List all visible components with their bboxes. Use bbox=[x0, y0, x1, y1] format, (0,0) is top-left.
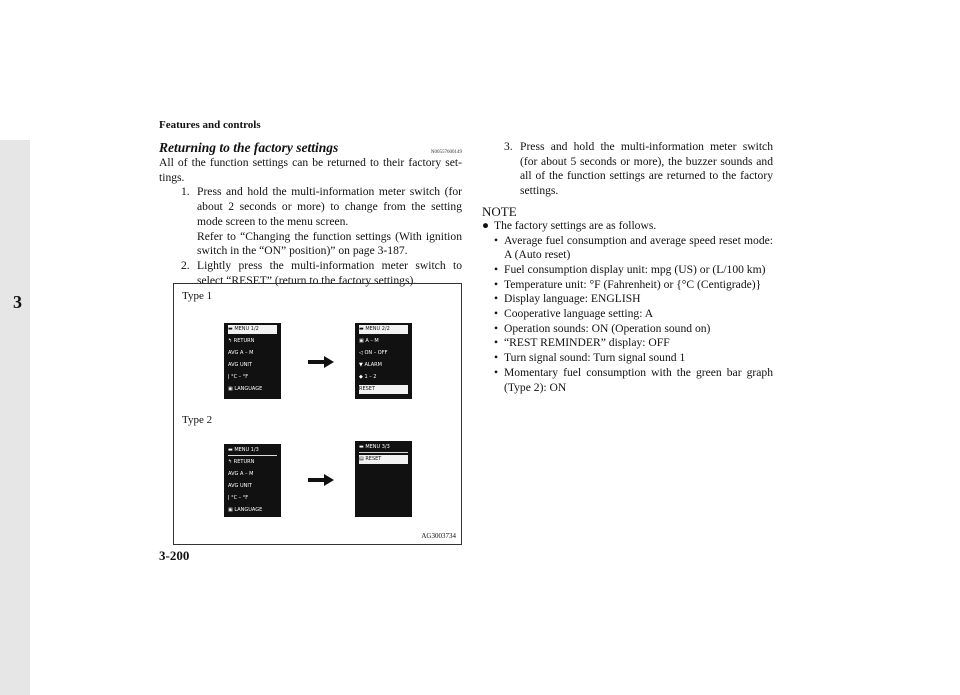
menu-icon: ▬ bbox=[359, 326, 366, 332]
bullet-icon: ● bbox=[482, 218, 490, 232]
menu-row: AVG UNIT bbox=[228, 362, 252, 368]
note-item: • Display language: ENGLISH bbox=[494, 292, 641, 306]
step-number: 3. bbox=[504, 140, 513, 153]
speed-icon: ▣ bbox=[359, 338, 366, 344]
note-item: • Average fuel consumption and average speed reset mode: A (Auto reset) bbox=[494, 233, 773, 262]
chapter-tab bbox=[0, 140, 30, 695]
note-item: • Momentary fuel consumption with the green bar graph (Type 2): ON bbox=[494, 365, 773, 394]
menu-row: ◁ ON – OFF bbox=[359, 350, 388, 356]
right-arrow-icon bbox=[308, 474, 334, 486]
menu-row: AVG UNIT bbox=[228, 483, 252, 489]
page-header: Features and controls bbox=[159, 119, 261, 131]
screen-title-bar: ▬ MENU 3/3 bbox=[359, 443, 408, 453]
sound-icon: ◁ bbox=[359, 350, 365, 356]
return-arrow-icon: ↰ bbox=[228, 338, 233, 344]
section-code: N00557600149 bbox=[430, 150, 462, 155]
cup-icon: ▼ bbox=[359, 362, 365, 368]
screen-title-bar: ▬ MENU 1/3 bbox=[228, 446, 277, 456]
note-item: • Operation sounds: ON (Operation sound on) bbox=[494, 321, 711, 335]
type1-menu-screen-1 bbox=[224, 323, 281, 399]
type2-menu-screen-1 bbox=[224, 444, 281, 517]
note-item: • Cooperative language setting: A bbox=[494, 307, 654, 321]
menu-row: ▣ LANGUAGE bbox=[228, 507, 263, 513]
right-column bbox=[482, 140, 773, 395]
note-item: • Temperature unit: °F (Fahrenheit) or {°C (Centigrade)} bbox=[494, 277, 762, 291]
step-number: 1. bbox=[181, 185, 190, 199]
right-arrow-icon bbox=[308, 356, 334, 368]
thermometer-icon: ǀ bbox=[228, 374, 232, 380]
menu-row: ǀ °C – °F bbox=[228, 495, 249, 501]
thermometer-icon: ǀ bbox=[228, 495, 232, 501]
step-reference: Refer to “Changing the function settings (With ignition switch in the “ON” position)” on page 3-187. bbox=[197, 229, 462, 258]
chapter-number: 3 bbox=[13, 292, 22, 312]
menu-row: ǀ °C – °F bbox=[228, 374, 249, 380]
note-item: • “REST REMINDER” display: OFF bbox=[494, 336, 670, 350]
menu-row: ↰ RETURN bbox=[228, 459, 255, 465]
type1-label: Type 1 bbox=[182, 290, 213, 302]
menu-icon: ▬ bbox=[228, 326, 235, 332]
type2-menu-screen-2 bbox=[355, 441, 412, 517]
step-number: 2. bbox=[181, 258, 190, 272]
menu-row: ▼ ALARM bbox=[359, 362, 382, 368]
menu-row-selected: ▤ RESET bbox=[359, 455, 408, 464]
menu-row: ◆ 1 – 2 bbox=[359, 374, 377, 380]
intro-paragraph: All of the function settings can be returned to their factory set- tings. bbox=[159, 156, 462, 184]
menu-row: ▣ A – M bbox=[359, 338, 379, 344]
page-number: 3-200 bbox=[159, 548, 190, 563]
menu-row: AVG A – M bbox=[228, 350, 254, 356]
return-arrow-icon: ↰ bbox=[228, 459, 233, 465]
left-column bbox=[159, 140, 462, 288]
step-1 bbox=[159, 185, 462, 259]
figure-code: AG3003734 bbox=[421, 532, 456, 540]
step-text: Lightly press the multi-information meter switch to select “RESET” (return to the factory settings). bbox=[197, 258, 462, 287]
step-text: Press and hold the multi-information meter switch (for about 2 seconds or more) to change from the setting mode screen to the menu screen. bbox=[197, 185, 462, 228]
menu-row: ▣ LANGUAGE bbox=[228, 386, 263, 392]
step-text: Press and hold the multi-information meter switch (for about 5 seconds or more), the buzzer sounds and all of the function settings are returned to the factory settings. bbox=[520, 140, 773, 198]
screen-title-bar: ▬ MENU 1/2 bbox=[228, 325, 277, 334]
note-item: • Fuel consumption display unit: mpg (US) or (L/100 km) bbox=[494, 262, 766, 276]
section-title bbox=[159, 140, 462, 156]
menu-figure bbox=[173, 283, 462, 545]
section-title-text: Returning to the factory settings bbox=[159, 140, 339, 155]
note-item: • Turn signal sound: Turn signal sound 1 bbox=[494, 351, 686, 365]
note-label: NOTE bbox=[482, 203, 517, 219]
reset-icon: ▤ bbox=[359, 456, 366, 462]
type1-menu-screen-2 bbox=[355, 323, 412, 399]
screen-title-bar: ▬ MENU 2/2 bbox=[359, 325, 408, 334]
menu-row: AVG A – M bbox=[228, 471, 254, 477]
menu-row-selected: RESET bbox=[359, 385, 408, 394]
language-icon: ▣ bbox=[228, 386, 235, 392]
menu-icon: ▬ bbox=[359, 444, 366, 450]
language-icon: ▣ bbox=[228, 507, 235, 513]
menu-icon: ▬ bbox=[228, 447, 235, 453]
menu-row: ↰ RETURN bbox=[228, 338, 255, 344]
turn-signal-icon: ◆ bbox=[359, 374, 365, 380]
step-3 bbox=[482, 140, 773, 199]
type2-label: Type 2 bbox=[182, 414, 213, 426]
note-heading: ● The factory settings are as follows. bbox=[482, 218, 657, 232]
